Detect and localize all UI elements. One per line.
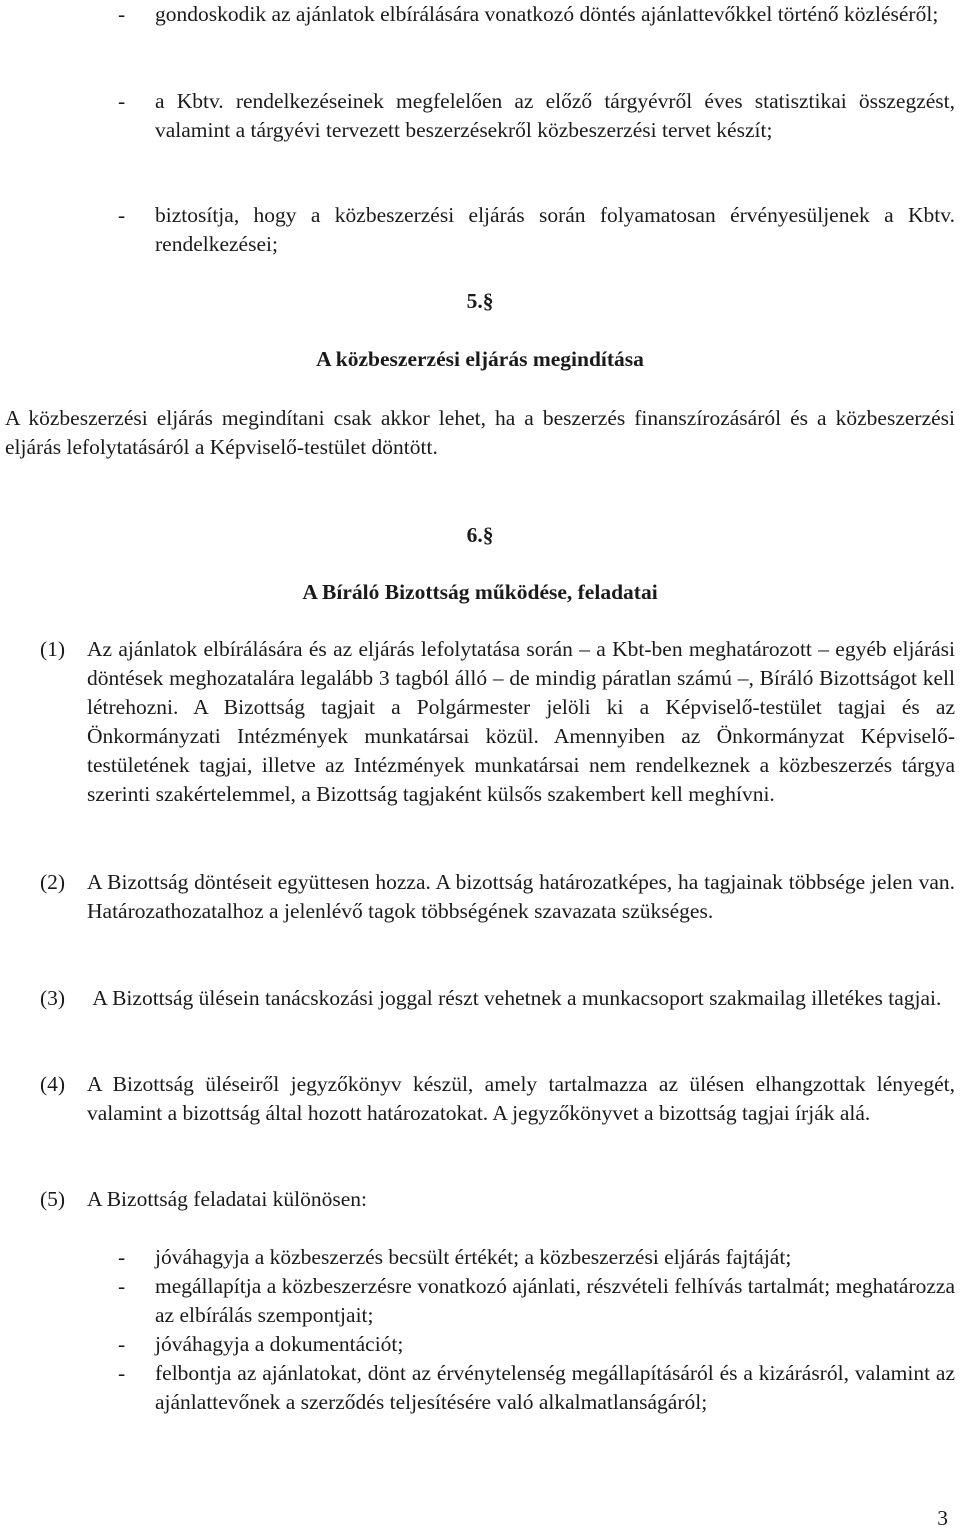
list-item: megállapítja a közbeszerzésre vonatkozó ajánlati, részvételi felhívás tartalmát; meghatározza az elbírálás szempontjait; <box>155 1274 955 1327</box>
list-dash: - <box>118 1361 126 1385</box>
numbered-paragraph: A Bizottság feladatai különösen: <box>87 1187 368 1211</box>
section-paragraph: A közbeszerzési eljárás megindítani csak akkor lehet, ha a beszerzés finanszírozásáról és a közbeszerzési eljárás lefolytatásáról a Képviselő-testület döntött. <box>5 406 955 459</box>
page-number: 3 <box>937 1506 948 1530</box>
list-dash: - <box>118 1274 126 1298</box>
section-number: 5.§ <box>466 289 494 313</box>
list-item: jóváhagyja a dokumentációt; <box>155 1332 404 1356</box>
numbered-paragraph: A Bizottság ülésein tanácskozási joggal részt vehetnek a munkacsoport szakmailag illetékes tagjai. <box>87 986 942 1010</box>
list-item: jóváhagyja a közbeszerzés becsült értékét; a közbeszerzési eljárás fajtáját; <box>155 1245 792 1269</box>
item-number: (5) <box>40 1187 66 1211</box>
item-number: (2) <box>40 870 66 894</box>
list-dash: - <box>118 1332 126 1356</box>
numbered-paragraph: A Bizottság döntéseit együttesen hozza. A bizottság határozatképes, ha tagjainak többsége jelen van. Határozathozatalhoz a jelenlévő tagok többségének szavazata szükséges. <box>87 870 955 923</box>
item-number: (4) <box>40 1072 66 1096</box>
list-dash: - <box>118 89 126 113</box>
numbered-paragraph: A Bizottság üléseiről jegyzőkönyv készül, amely tartalmazza az ülésen elhangzottak lényegét, valamint a bizottság által hozott határozatokat. A jegyzőkönyvet a bizottság tagjai írják alá. <box>87 1072 955 1125</box>
list-dash: - <box>118 203 126 227</box>
section-title: A közbeszerzési eljárás megindítása <box>316 347 644 371</box>
list-item: gondoskodik az ajánlatok elbírálására vonatkozó döntés ajánlattevőkkel történő közléséről; <box>155 2 939 26</box>
numbered-paragraph: Az ajánlatok elbírálására és az eljárás lefolytatása során – a Kbt-ben meghatározott – egyéb eljárási döntések meghozatalára legalább 3 tagból álló – de mindig páratlan számú –, Bíráló Bizottságot kell létrehozni. A Bizottság tagjait a Polgármester jelöli ki a Képviselő-testület tagjai és az Önkormányzati Intézmények munkatársai közül. Amennyiben az Önkormányzat Képviselő-testületének tagjai, illetve az Intézmények munkatársai nem rendelkeznek a közbeszerzés tárgya szerinti szakértelemmel, a Bizottság tagjaként külsős szakembert kell meghívni. <box>87 637 955 806</box>
section-title: A Bíráló Bizottság működése, feladatai <box>302 580 658 604</box>
list-item: a Kbtv. rendelkezéseinek megfelelően az előző tárgyévről éves statisztikai összegzést, valamint a tárgyévi tervezett beszerzésekről közbeszerzési tervet készít; <box>155 89 955 142</box>
list-item: felbontja az ajánlatokat, dönt az érvénytelenség megállapításáról és a kizárásról, valamint az ajánlattevőnek a szerződés teljesítésére való alkalmatlanságáról; <box>155 1361 955 1414</box>
list-item: biztosítja, hogy a közbeszerzési eljárás során folyamatosan érvényesüljenek a Kbtv. rendelkezései; <box>155 203 955 256</box>
list-dash: - <box>118 1245 126 1269</box>
item-number: (1) <box>40 637 66 661</box>
item-number: (3) <box>40 986 66 1010</box>
section-number: 6.§ <box>466 523 494 547</box>
list-dash: - <box>118 2 126 26</box>
